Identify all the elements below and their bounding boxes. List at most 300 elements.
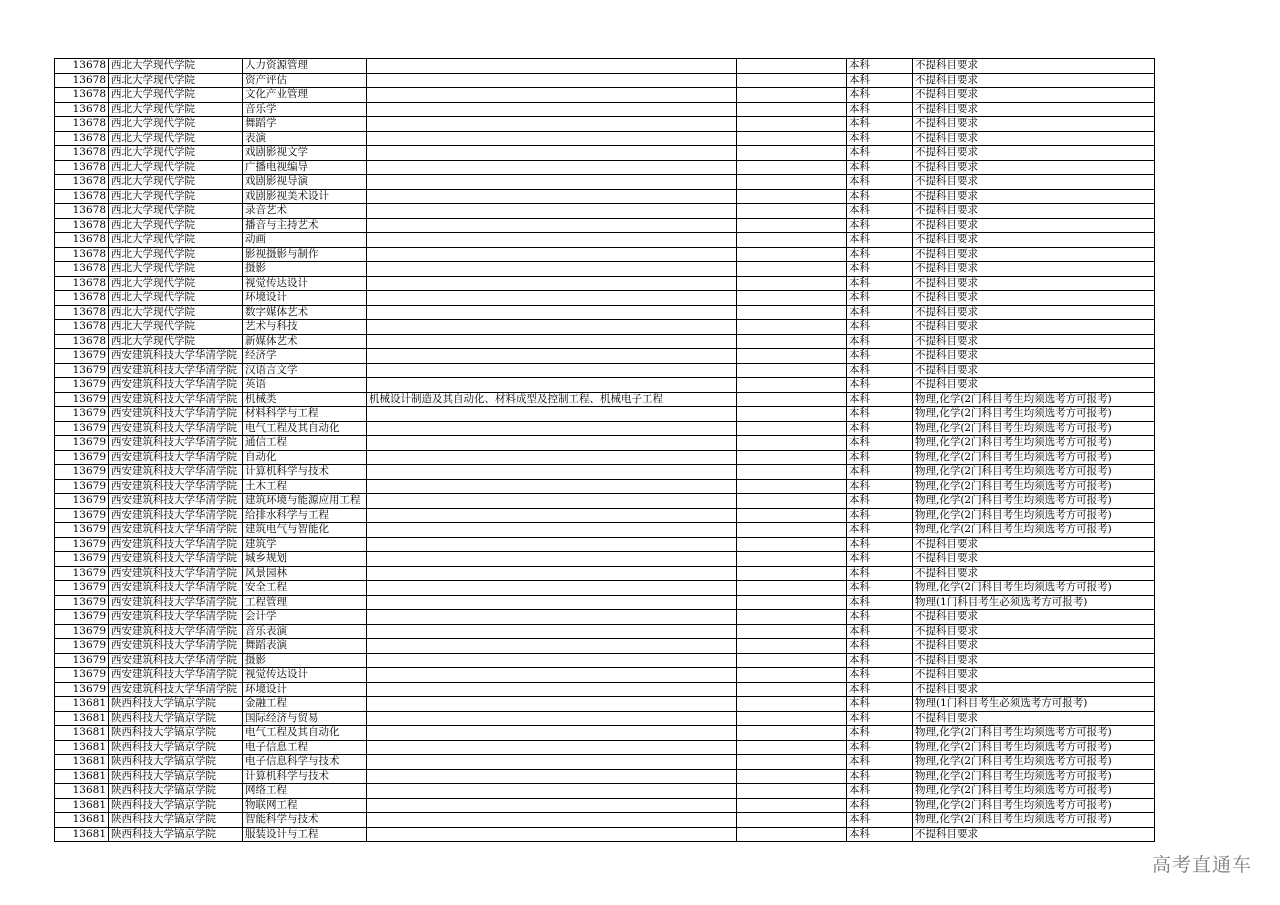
institution-name-cell: 西北大学现代学院 — [109, 276, 243, 291]
level-cell: 本科 — [847, 537, 913, 552]
institution-name-cell: 西安建筑科技大学华清学院 — [109, 682, 243, 697]
table-row — [55, 334, 1155, 349]
blank-cell-cell — [737, 624, 847, 639]
table-row — [55, 508, 1155, 523]
level-cell: 本科 — [847, 784, 913, 799]
major-name-cell: 网络工程 — [243, 784, 367, 799]
table-row — [55, 436, 1155, 451]
major-name-cell: 环境设计 — [243, 291, 367, 306]
major-name-cell: 戏剧影视美术设计 — [243, 189, 367, 204]
level-cell: 本科 — [847, 769, 913, 784]
included-majors-cell — [367, 146, 737, 161]
subject-requirement-cell: 物理,化学(2门科目考生均须选考方可报考) — [913, 421, 1155, 436]
level-cell: 本科 — [847, 189, 913, 204]
blank-cell-cell — [737, 450, 847, 465]
table-row — [55, 407, 1155, 422]
level-cell: 本科 — [847, 233, 913, 248]
blank-cell-cell — [737, 378, 847, 393]
institution-name-cell: 西安建筑科技大学华清学院 — [109, 378, 243, 393]
included-majors-cell — [367, 566, 737, 581]
institution-name-cell: 陕西科技大学镐京学院 — [109, 813, 243, 828]
blank-cell-cell — [737, 769, 847, 784]
subject-requirement-cell: 不提科目要求 — [913, 668, 1155, 683]
institution-code-cell: 13679 — [55, 407, 109, 422]
subject-requirement-cell: 不提科目要求 — [913, 73, 1155, 88]
included-majors-cell — [367, 798, 737, 813]
major-name-cell: 摄影 — [243, 262, 367, 277]
included-majors-cell — [367, 421, 737, 436]
blank-cell-cell — [737, 392, 847, 407]
subject-requirement-cell: 不提科目要求 — [913, 102, 1155, 117]
table-row — [55, 131, 1155, 146]
included-majors-cell — [367, 827, 737, 842]
major-name-cell: 土木工程 — [243, 479, 367, 494]
included-majors-cell — [367, 349, 737, 364]
table-row — [55, 160, 1155, 175]
institution-name-cell: 西北大学现代学院 — [109, 175, 243, 190]
institution-name-cell: 西北大学现代学院 — [109, 291, 243, 306]
subject-requirement-cell: 物理,化学(2门科目考生均须选考方可报考) — [913, 479, 1155, 494]
blank-cell-cell — [737, 291, 847, 306]
table-row — [55, 566, 1155, 581]
subject-requirements-table — [54, 58, 1155, 842]
major-name-cell: 新媒体艺术 — [243, 334, 367, 349]
blank-cell-cell — [737, 639, 847, 654]
major-name-cell: 人力资源管理 — [243, 59, 367, 74]
level-cell: 本科 — [847, 494, 913, 509]
institution-name-cell: 西安建筑科技大学华清学院 — [109, 494, 243, 509]
institution-code-cell: 13678 — [55, 320, 109, 335]
included-majors-cell — [367, 73, 737, 88]
blank-cell-cell — [737, 276, 847, 291]
level-cell: 本科 — [847, 73, 913, 88]
major-name-cell: 安全工程 — [243, 581, 367, 596]
subject-requirement-cell: 不提科目要求 — [913, 537, 1155, 552]
table-row — [55, 233, 1155, 248]
institution-name-cell: 西安建筑科技大学华清学院 — [109, 349, 243, 364]
table-row — [55, 668, 1155, 683]
subject-requirement-cell: 不提科目要求 — [913, 189, 1155, 204]
blank-cell-cell — [737, 204, 847, 219]
institution-name-cell: 陕西科技大学镐京学院 — [109, 798, 243, 813]
institution-name-cell: 西安建筑科技大学华清学院 — [109, 566, 243, 581]
included-majors-cell — [367, 262, 737, 277]
institution-code-cell: 13679 — [55, 610, 109, 625]
subject-requirement-cell: 不提科目要求 — [913, 262, 1155, 277]
institution-code-cell: 13681 — [55, 711, 109, 726]
subject-requirement-cell: 物理,化学(2门科目考生均须选考方可报考) — [913, 798, 1155, 813]
included-majors-cell — [367, 465, 737, 480]
institution-name-cell: 西北大学现代学院 — [109, 102, 243, 117]
level-cell: 本科 — [847, 523, 913, 538]
institution-code-cell: 13679 — [55, 552, 109, 567]
institution-code-cell: 13679 — [55, 378, 109, 393]
table-row — [55, 726, 1155, 741]
level-cell: 本科 — [847, 508, 913, 523]
major-name-cell: 摄影 — [243, 653, 367, 668]
institution-code-cell: 13679 — [55, 479, 109, 494]
table-row — [55, 755, 1155, 770]
included-majors-cell — [367, 653, 737, 668]
included-majors-cell — [367, 247, 737, 262]
subject-requirement-cell: 不提科目要求 — [913, 88, 1155, 103]
included-majors-cell — [367, 160, 737, 175]
blank-cell-cell — [737, 349, 847, 364]
level-cell: 本科 — [847, 653, 913, 668]
subject-requirement-cell: 不提科目要求 — [913, 320, 1155, 335]
institution-code-cell: 13681 — [55, 784, 109, 799]
institution-name-cell: 西安建筑科技大学华清学院 — [109, 653, 243, 668]
included-majors-cell — [367, 204, 737, 219]
blank-cell-cell — [737, 494, 847, 509]
level-cell: 本科 — [847, 59, 913, 74]
institution-name-cell: 陕西科技大学镐京学院 — [109, 726, 243, 741]
level-cell: 本科 — [847, 378, 913, 393]
institution-name-cell: 西北大学现代学院 — [109, 305, 243, 320]
included-majors-cell — [367, 320, 737, 335]
institution-code-cell: 13678 — [55, 305, 109, 320]
institution-code-cell: 13679 — [55, 392, 109, 407]
included-majors-cell — [367, 537, 737, 552]
institution-code-cell: 13678 — [55, 247, 109, 262]
included-majors-cell — [367, 813, 737, 828]
subject-requirement-cell: 不提科目要求 — [913, 682, 1155, 697]
institution-name-cell: 陕西科技大学镐京学院 — [109, 697, 243, 712]
level-cell: 本科 — [847, 102, 913, 117]
table-row — [55, 320, 1155, 335]
included-majors-cell — [367, 639, 737, 654]
included-majors-cell — [367, 102, 737, 117]
subject-requirement-cell: 不提科目要求 — [913, 305, 1155, 320]
major-name-cell: 会计学 — [243, 610, 367, 625]
table-row — [55, 276, 1155, 291]
blank-cell-cell — [737, 479, 847, 494]
institution-name-cell: 西安建筑科技大学华清学院 — [109, 537, 243, 552]
table-row — [55, 682, 1155, 697]
included-majors-cell — [367, 740, 737, 755]
institution-code-cell: 13679 — [55, 595, 109, 610]
subject-requirement-cell: 不提科目要求 — [913, 624, 1155, 639]
level-cell: 本科 — [847, 436, 913, 451]
institution-code-cell: 13679 — [55, 421, 109, 436]
included-majors-cell — [367, 711, 737, 726]
institution-name-cell: 西北大学现代学院 — [109, 88, 243, 103]
major-name-cell: 动画 — [243, 233, 367, 248]
institution-code-cell: 13678 — [55, 262, 109, 277]
table-row — [55, 450, 1155, 465]
subject-requirement-cell: 物理,化学(2门科目考生均须选考方可报考) — [913, 494, 1155, 509]
table-row — [55, 813, 1155, 828]
level-cell: 本科 — [847, 305, 913, 320]
table-row — [55, 523, 1155, 538]
institution-code-cell: 13678 — [55, 131, 109, 146]
level-cell: 本科 — [847, 697, 913, 712]
subject-requirement-cell: 不提科目要求 — [913, 827, 1155, 842]
included-majors-cell — [367, 682, 737, 697]
level-cell: 本科 — [847, 160, 913, 175]
table-row — [55, 102, 1155, 117]
blank-cell-cell — [737, 189, 847, 204]
table-row — [55, 189, 1155, 204]
subject-requirement-cell: 不提科目要求 — [913, 233, 1155, 248]
included-majors-cell — [367, 769, 737, 784]
institution-name-cell: 西安建筑科技大学华清学院 — [109, 465, 243, 480]
included-majors-cell — [367, 334, 737, 349]
major-name-cell: 影视摄影与制作 — [243, 247, 367, 262]
subject-requirement-cell: 物理,化学(2门科目考生均须选考方可报考) — [913, 755, 1155, 770]
institution-code-cell: 13679 — [55, 523, 109, 538]
institution-name-cell: 西安建筑科技大学华清学院 — [109, 581, 243, 596]
level-cell: 本科 — [847, 146, 913, 161]
table-row — [55, 610, 1155, 625]
major-name-cell: 材料科学与工程 — [243, 407, 367, 422]
institution-name-cell: 陕西科技大学镐京学院 — [109, 827, 243, 842]
table-row — [55, 305, 1155, 320]
major-name-cell: 舞蹈学 — [243, 117, 367, 132]
blank-cell-cell — [737, 175, 847, 190]
major-name-cell: 电气工程及其自动化 — [243, 726, 367, 741]
level-cell: 本科 — [847, 262, 913, 277]
institution-name-cell: 西安建筑科技大学华清学院 — [109, 479, 243, 494]
institution-code-cell: 13679 — [55, 363, 109, 378]
major-name-cell: 数字媒体艺术 — [243, 305, 367, 320]
subject-requirement-cell: 不提科目要求 — [913, 291, 1155, 306]
table-row — [55, 146, 1155, 161]
major-name-cell: 艺术与科技 — [243, 320, 367, 335]
institution-name-cell: 陕西科技大学镐京学院 — [109, 711, 243, 726]
institution-code-cell: 13679 — [55, 624, 109, 639]
blank-cell-cell — [737, 407, 847, 422]
blank-cell-cell — [737, 146, 847, 161]
level-cell: 本科 — [847, 218, 913, 233]
table-row — [55, 653, 1155, 668]
table-row — [55, 392, 1155, 407]
institution-name-cell: 西安建筑科技大学华清学院 — [109, 421, 243, 436]
institution-name-cell: 西安建筑科技大学华清学院 — [109, 363, 243, 378]
institution-name-cell: 西北大学现代学院 — [109, 117, 243, 132]
table-row — [55, 740, 1155, 755]
included-majors-cell — [367, 624, 737, 639]
institution-name-cell: 西北大学现代学院 — [109, 146, 243, 161]
blank-cell-cell — [737, 552, 847, 567]
included-majors-cell — [367, 450, 737, 465]
level-cell: 本科 — [847, 363, 913, 378]
subject-requirement-cell: 物理,化学(2门科目考生均须选考方可报考) — [913, 407, 1155, 422]
major-name-cell: 汉语言文学 — [243, 363, 367, 378]
level-cell: 本科 — [847, 610, 913, 625]
institution-name-cell: 西北大学现代学院 — [109, 131, 243, 146]
institution-name-cell: 西北大学现代学院 — [109, 247, 243, 262]
included-majors-cell — [367, 755, 737, 770]
level-cell: 本科 — [847, 320, 913, 335]
included-majors-cell — [367, 131, 737, 146]
institution-code-cell: 13679 — [55, 668, 109, 683]
table-row — [55, 378, 1155, 393]
institution-name-cell: 西北大学现代学院 — [109, 204, 243, 219]
table-row — [55, 117, 1155, 132]
major-name-cell: 英语 — [243, 378, 367, 393]
table-body — [55, 59, 1155, 842]
subject-requirement-cell: 不提科目要求 — [913, 117, 1155, 132]
institution-name-cell: 西北大学现代学院 — [109, 59, 243, 74]
major-name-cell: 机械类 — [243, 392, 367, 407]
table-row — [55, 711, 1155, 726]
level-cell: 本科 — [847, 131, 913, 146]
subject-requirement-cell: 不提科目要求 — [913, 247, 1155, 262]
institution-code-cell: 13679 — [55, 436, 109, 451]
subject-requirement-cell: 不提科目要求 — [913, 175, 1155, 190]
table-row — [55, 479, 1155, 494]
institution-code-cell: 13679 — [55, 494, 109, 509]
major-name-cell: 计算机科学与技术 — [243, 769, 367, 784]
institution-name-cell: 西安建筑科技大学华清学院 — [109, 610, 243, 625]
major-name-cell: 建筑电气与智能化 — [243, 523, 367, 538]
table-row — [55, 291, 1155, 306]
included-majors-cell — [367, 233, 737, 248]
blank-cell-cell — [737, 595, 847, 610]
institution-name-cell: 西安建筑科技大学华清学院 — [109, 595, 243, 610]
institution-code-cell: 13678 — [55, 189, 109, 204]
subject-requirement-cell: 不提科目要求 — [913, 363, 1155, 378]
included-majors-cell — [367, 784, 737, 799]
level-cell: 本科 — [847, 624, 913, 639]
major-name-cell: 计算机科学与技术 — [243, 465, 367, 480]
level-cell: 本科 — [847, 88, 913, 103]
table-row — [55, 595, 1155, 610]
institution-name-cell: 西安建筑科技大学华清学院 — [109, 668, 243, 683]
institution-name-cell: 西安建筑科技大学华清学院 — [109, 552, 243, 567]
level-cell: 本科 — [847, 204, 913, 219]
major-name-cell: 服装设计与工程 — [243, 827, 367, 842]
blank-cell-cell — [737, 334, 847, 349]
table-row — [55, 175, 1155, 190]
subject-requirement-cell: 不提科目要求 — [913, 639, 1155, 654]
major-name-cell: 经济学 — [243, 349, 367, 364]
included-majors-cell — [367, 189, 737, 204]
included-majors-cell — [367, 291, 737, 306]
subject-requirement-cell: 物理,化学(2门科目考生均须选考方可报考) — [913, 508, 1155, 523]
blank-cell-cell — [737, 798, 847, 813]
subject-requirement-cell: 不提科目要求 — [913, 610, 1155, 625]
included-majors-cell — [367, 610, 737, 625]
table-row — [55, 494, 1155, 509]
table-row — [55, 537, 1155, 552]
level-cell: 本科 — [847, 595, 913, 610]
institution-name-cell: 西北大学现代学院 — [109, 160, 243, 175]
blank-cell-cell — [737, 160, 847, 175]
institution-code-cell: 13679 — [55, 450, 109, 465]
table-row — [55, 465, 1155, 480]
institution-name-cell: 西北大学现代学院 — [109, 233, 243, 248]
subject-requirement-cell: 物理,化学(2门科目考生均须选考方可报考) — [913, 740, 1155, 755]
subject-requirement-cell: 不提科目要求 — [913, 711, 1155, 726]
subject-requirement-cell: 物理(1门科目考生必须选考方可报考) — [913, 595, 1155, 610]
blank-cell-cell — [737, 610, 847, 625]
subject-requirement-cell: 不提科目要求 — [913, 146, 1155, 161]
level-cell: 本科 — [847, 639, 913, 654]
blank-cell-cell — [737, 523, 847, 538]
table-row — [55, 552, 1155, 567]
major-name-cell: 戏剧影视文学 — [243, 146, 367, 161]
table-row — [55, 73, 1155, 88]
major-name-cell: 物联网工程 — [243, 798, 367, 813]
major-name-cell: 智能科学与技术 — [243, 813, 367, 828]
blank-cell-cell — [737, 653, 847, 668]
blank-cell-cell — [737, 581, 847, 596]
major-name-cell: 文化产业管理 — [243, 88, 367, 103]
subject-requirement-cell: 不提科目要求 — [913, 552, 1155, 567]
included-majors-cell — [367, 363, 737, 378]
major-name-cell: 电子信息工程 — [243, 740, 367, 755]
blank-cell-cell — [737, 421, 847, 436]
subject-requirement-cell: 物理,化学(2门科目考生均须选考方可报考) — [913, 726, 1155, 741]
major-name-cell: 表演 — [243, 131, 367, 146]
institution-code-cell: 13681 — [55, 697, 109, 712]
included-majors-cell — [367, 697, 737, 712]
institution-name-cell: 西北大学现代学院 — [109, 218, 243, 233]
institution-name-cell: 西安建筑科技大学华清学院 — [109, 523, 243, 538]
table-row — [55, 827, 1155, 842]
subject-requirement-cell: 物理,化学(2门科目考生均须选考方可报考) — [913, 436, 1155, 451]
level-cell: 本科 — [847, 175, 913, 190]
major-name-cell: 广播电视编导 — [243, 160, 367, 175]
included-majors-cell — [367, 552, 737, 567]
table-row — [55, 218, 1155, 233]
included-majors-cell — [367, 276, 737, 291]
level-cell: 本科 — [847, 813, 913, 828]
institution-code-cell: 13679 — [55, 465, 109, 480]
included-majors-cell — [367, 581, 737, 596]
included-majors-cell — [367, 436, 737, 451]
blank-cell-cell — [737, 233, 847, 248]
major-name-cell: 视觉传达设计 — [243, 668, 367, 683]
table-row — [55, 624, 1155, 639]
subject-requirement-cell: 物理,化学(2门科目考生均须选考方可报考) — [913, 581, 1155, 596]
blank-cell-cell — [737, 682, 847, 697]
major-name-cell: 城乡规划 — [243, 552, 367, 567]
blank-cell-cell — [737, 117, 847, 132]
blank-cell-cell — [737, 465, 847, 480]
institution-code-cell: 13678 — [55, 218, 109, 233]
institution-code-cell: 13678 — [55, 334, 109, 349]
institution-code-cell: 13679 — [55, 566, 109, 581]
level-cell: 本科 — [847, 726, 913, 741]
major-name-cell: 环境设计 — [243, 682, 367, 697]
table-row — [55, 88, 1155, 103]
major-name-cell: 戏剧影视导演 — [243, 175, 367, 190]
major-name-cell: 舞蹈表演 — [243, 639, 367, 654]
blank-cell-cell — [737, 247, 847, 262]
blank-cell-cell — [737, 305, 847, 320]
table-row — [55, 204, 1155, 219]
blank-cell-cell — [737, 218, 847, 233]
level-cell: 本科 — [847, 798, 913, 813]
level-cell: 本科 — [847, 581, 913, 596]
level-cell: 本科 — [847, 668, 913, 683]
institution-code-cell: 13681 — [55, 798, 109, 813]
subject-requirement-cell: 不提科目要求 — [913, 378, 1155, 393]
subject-requirement-cell: 物理,化学(2门科目考生均须选考方可报考) — [913, 813, 1155, 828]
blank-cell-cell — [737, 59, 847, 74]
included-majors-cell — [367, 218, 737, 233]
major-name-cell: 视觉传达设计 — [243, 276, 367, 291]
major-name-cell: 国际经济与贸易 — [243, 711, 367, 726]
institution-code-cell: 13679 — [55, 537, 109, 552]
institution-code-cell: 13678 — [55, 233, 109, 248]
level-cell: 本科 — [847, 740, 913, 755]
subject-requirement-cell: 物理,化学(2门科目考生均须选考方可报考) — [913, 769, 1155, 784]
institution-code-cell: 13679 — [55, 653, 109, 668]
